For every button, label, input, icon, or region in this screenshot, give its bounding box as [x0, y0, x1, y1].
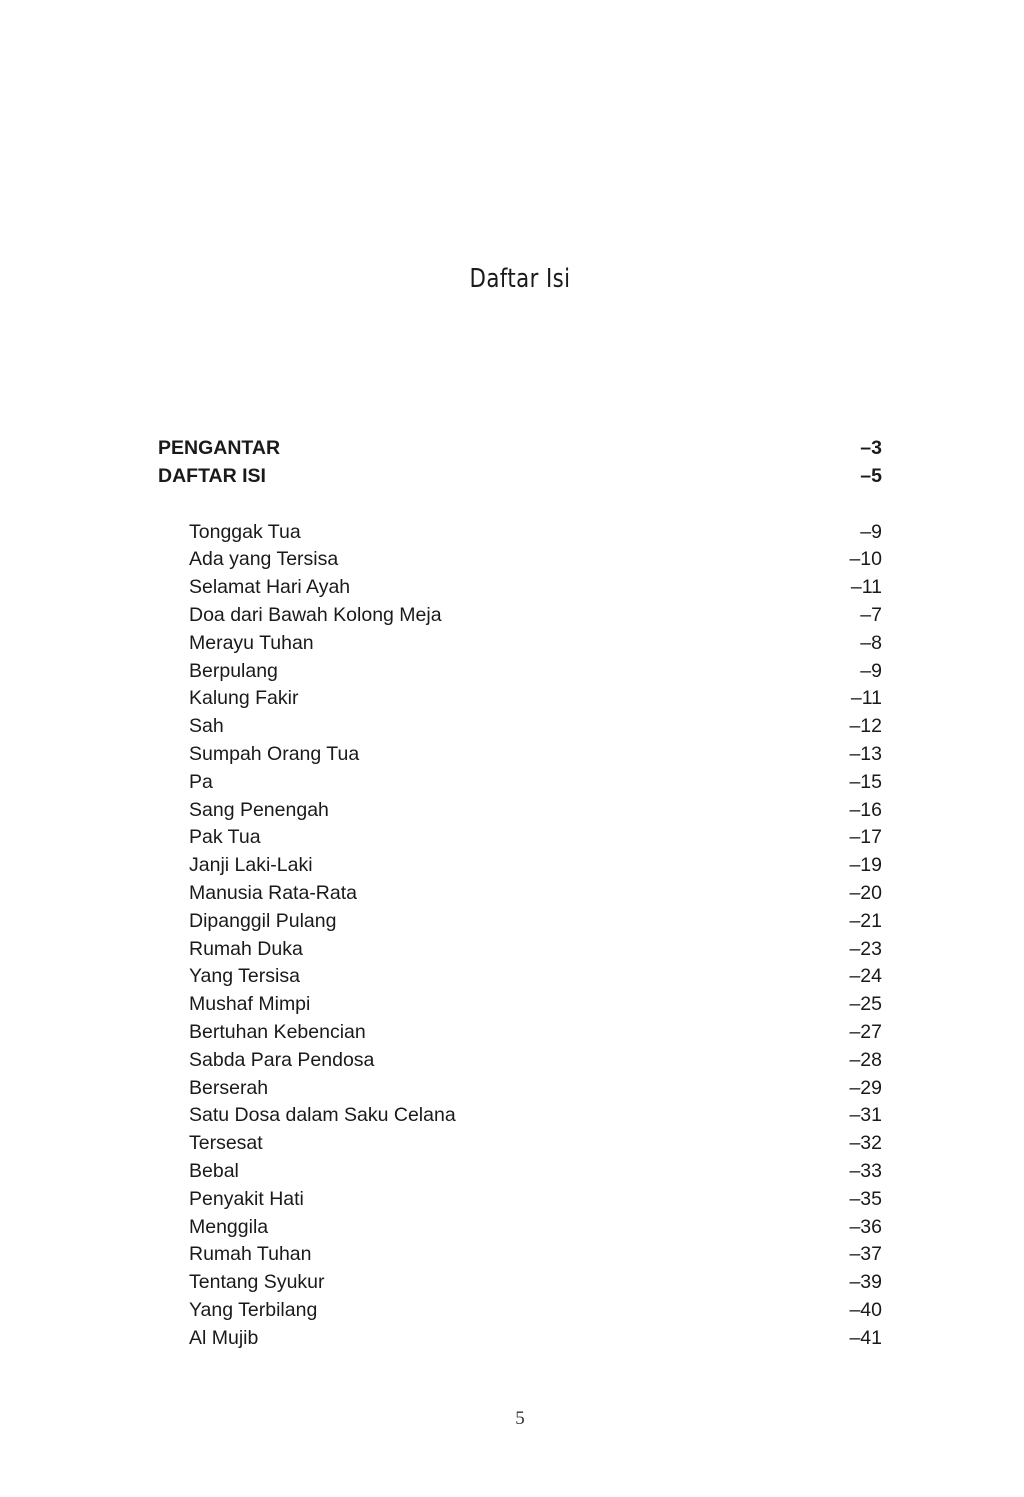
- toc-entry: [158, 1075, 882, 1103]
- table-of-contents: [158, 435, 882, 1353]
- toc-entry: [158, 852, 882, 880]
- toc-entry-title: Sabda Para Pendosa: [189, 1048, 375, 1071]
- toc-entry: [158, 574, 882, 602]
- toc-entry: [158, 991, 882, 1019]
- toc-entry-page: –23: [849, 937, 882, 960]
- toc-entry: [158, 769, 882, 797]
- page-number: 5: [515, 1408, 525, 1429]
- toc-entry-title: PENGANTAR: [158, 437, 281, 459]
- toc-entry-page: –3: [860, 437, 882, 459]
- toc-entry-page: –40: [849, 1298, 882, 1321]
- toc-entry-title: Kalung Fakir: [189, 687, 299, 710]
- toc-entry-title: Yang Terbilang: [189, 1298, 318, 1321]
- toc-entry-page: –20: [849, 881, 882, 904]
- section-gap: [158, 491, 882, 519]
- toc-entry-list: [158, 519, 882, 1353]
- toc-entry-title: Berpulang: [189, 659, 278, 682]
- toc-entry-title: Selamat Hari Ayah: [189, 576, 351, 599]
- toc-entry: [158, 1186, 882, 1214]
- toc-entry: [158, 936, 882, 964]
- page-title: Daftar Isi: [469, 264, 571, 294]
- toc-entry-title: Bertuhan Kebencian: [189, 1020, 366, 1043]
- toc-entry-page: –21: [849, 909, 882, 932]
- toc-entry-title: Tersesat: [189, 1132, 263, 1155]
- toc-entry: [158, 713, 882, 741]
- toc-entry-page: –9: [860, 520, 882, 543]
- toc-entry-title: Rumah Tuhan: [189, 1243, 312, 1266]
- toc-entry: [158, 630, 882, 658]
- toc-main-entry: [158, 463, 882, 491]
- toc-entry: [158, 1158, 882, 1186]
- toc-entry-title: Sah: [189, 715, 224, 738]
- toc-entry-title: Tonggak Tua: [189, 520, 301, 543]
- toc-entry-title: Satu Dosa dalam Saku Celana: [189, 1104, 456, 1127]
- toc-entry: [158, 1241, 882, 1269]
- toc-entry-title: Merayu Tuhan: [189, 631, 314, 654]
- toc-entry-page: –36: [849, 1215, 882, 1238]
- toc-entry-page: –41: [849, 1326, 882, 1349]
- toc-entry: [158, 519, 882, 547]
- toc-entry-page: –37: [849, 1243, 882, 1266]
- toc-entry-page: –9: [860, 659, 882, 682]
- toc-entry-page: –10: [849, 548, 882, 571]
- toc-entry-page: –25: [849, 993, 882, 1016]
- toc-entry-title: Sang Penengah: [189, 798, 329, 821]
- toc-entry: [158, 1019, 882, 1047]
- toc-entry: [158, 908, 882, 936]
- toc-entry-title: Manusia Rata-Rata: [189, 881, 357, 904]
- toc-entry-title: Berserah: [189, 1076, 269, 1099]
- toc-entry-page: –27: [849, 1020, 882, 1043]
- toc-entry-page: –7: [860, 603, 882, 626]
- toc-entry-page: –24: [849, 965, 882, 988]
- toc-entry: [158, 1269, 882, 1297]
- toc-entry-page: –35: [849, 1187, 882, 1210]
- toc-entry-page: –33: [849, 1159, 882, 1182]
- toc-entry: [158, 546, 882, 574]
- toc-entry: [158, 685, 882, 713]
- toc-entry: [158, 741, 882, 769]
- toc-entry-page: –39: [849, 1271, 882, 1294]
- toc-entry-page: –8: [860, 631, 882, 654]
- toc-entry-title: Bebal: [189, 1159, 239, 1182]
- toc-entry-title: Pak Tua: [189, 826, 261, 849]
- toc-entry: [158, 797, 882, 825]
- toc-entry-title: Mushaf Mimpi: [189, 993, 311, 1016]
- toc-entry-title: Rumah Duka: [189, 937, 303, 960]
- toc-entry-title: Pa: [189, 770, 213, 793]
- toc-entry-page: –11: [850, 687, 882, 710]
- toc-entry-page: –15: [849, 770, 882, 793]
- toc-entry-title: Dipanggil Pulang: [189, 909, 337, 932]
- toc-entry-title: Janji Laki-Laki: [189, 854, 313, 877]
- toc-entry-title: Menggila: [189, 1215, 269, 1238]
- toc-entry: [158, 963, 882, 991]
- toc-entry: [158, 824, 882, 852]
- toc-entry-title: Sumpah Orang Tua: [189, 742, 360, 765]
- toc-entry-page: –19: [849, 854, 882, 877]
- toc-entry-title: Tentang Syukur: [189, 1271, 325, 1294]
- toc-entry-page: –28: [849, 1048, 882, 1071]
- toc-entry-page: –12: [849, 715, 882, 738]
- toc-entry: [158, 1214, 882, 1242]
- toc-entry-page: –5: [860, 464, 882, 487]
- toc-entry: [158, 602, 882, 630]
- toc-entry: [158, 1047, 882, 1075]
- toc-entry: [158, 1130, 882, 1158]
- toc-main-entry: [158, 435, 882, 463]
- toc-entry-page: –13: [849, 742, 882, 765]
- toc-entry-title: Al Mujib: [189, 1326, 259, 1349]
- toc-entry-page: –32: [849, 1132, 882, 1155]
- toc-entry: [158, 880, 882, 908]
- toc-entry-title: DAFTAR ISI: [158, 464, 266, 487]
- toc-entry-page: –17: [849, 826, 882, 849]
- toc-entry-title: Doa dari Bawah Kolong Meja: [189, 603, 442, 626]
- toc-entry-title: Ada yang Tersisa: [189, 548, 339, 571]
- toc-entry: [158, 658, 882, 686]
- toc-entry: [158, 1297, 882, 1325]
- toc-entry-page: –31: [849, 1104, 882, 1127]
- toc-entry-page: –11: [850, 576, 882, 599]
- toc-entry-title: Penyakit Hati: [189, 1187, 304, 1210]
- toc-entry-page: –16: [849, 798, 882, 821]
- toc-entry-page: –29: [849, 1076, 882, 1099]
- toc-entry: [158, 1325, 882, 1353]
- toc-entry: [158, 1102, 882, 1130]
- toc-entry-title: Yang Tersisa: [189, 965, 300, 988]
